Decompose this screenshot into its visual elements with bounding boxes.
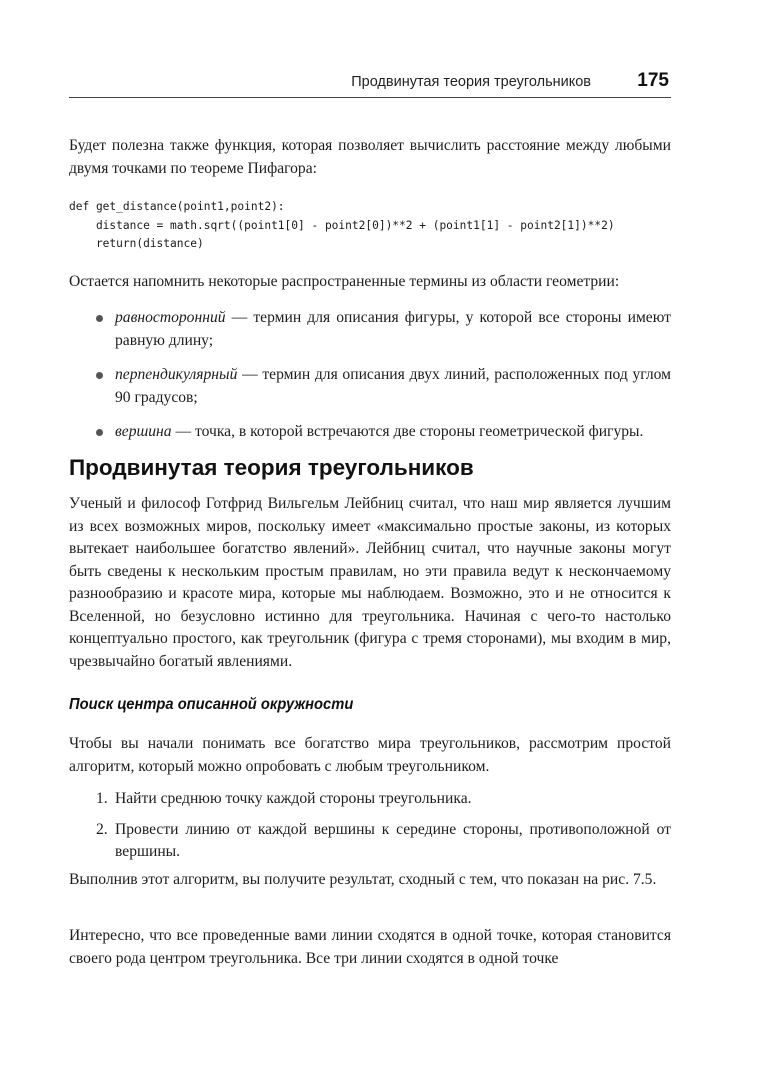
list-item	[69, 307, 671, 352]
terms-list	[69, 307, 671, 456]
section-paragraph: Ученый и философ Готфрид Вильгельм Лейбниц считал, что наш мир является лучшим из всех возможных миров, поскольку имеет «максимально простые законы, из которых вытекает наибольшее богатство явлений». Лейбниц считал, что научные законы могут быть сведены к нескольким простым правилам, но эти правила ведут к нескончаемому разнообразию и красоте мира, которые мы наблюдаем. Возможно, это и не относится к Вселенной, но безусловно истинно для треугольника. Начиная с чего-то настолько концептуально простого, как треугольник (фигура с тремя сторонами), мы входим в мир, чрезвычайно богатый явлениями.	[69, 495, 671, 670]
section-heading: Продвинутая теория треугольников	[69, 455, 474, 480]
term-definition: — термин для описания двух линий, расположенных под углом 90 градусов;	[115, 366, 671, 406]
steps-list	[69, 788, 671, 872]
header-divider	[69, 97, 671, 98]
code-line: def get_distance(point1,point2):	[69, 200, 285, 213]
term: вершина	[115, 423, 172, 440]
step-number: 2.	[96, 820, 108, 838]
list-item	[69, 421, 671, 444]
step-text: Найти среднюю точку каждой стороны треугольника.	[115, 790, 472, 807]
list-item	[69, 364, 671, 409]
list-item	[69, 819, 671, 864]
term-definition: — термин для описания фигуры, у которой все стороны имеют равную длину;	[115, 309, 671, 349]
step-text: Провести линию от каждой вершины к середине стороны, противоположной от вершины.	[115, 820, 671, 860]
subsection-heading: Поиск центра описанной окружности	[69, 696, 354, 713]
running-header	[69, 70, 671, 98]
bullet-icon	[96, 315, 103, 322]
term: перпендикулярный	[115, 366, 238, 383]
intro-paragraph: Будет полезна также функция, которая позволяет вычислить расстояние между любыми двумя точками по теореме Пифагора:	[69, 137, 671, 177]
subsection-paragraph: Чтобы вы начали понимать все богатство мира треугольников, рассмотрим простой алгоритм, который можно опробовать с любым треугольником.	[69, 735, 671, 775]
code-block	[69, 198, 679, 254]
term-definition: — точка, в которой встречаются две стороны геометрической фигуры.	[171, 423, 644, 440]
step-number: 1.	[96, 790, 108, 807]
bullet-icon	[96, 429, 103, 436]
term: равносторонний	[115, 309, 226, 326]
terms-intro-paragraph: Остается напомнить некоторые распространенные термины из области геометрии:	[69, 273, 620, 290]
list-item	[69, 788, 671, 811]
code-line: distance = math.sqrt((point1[0] - point2[0])**2 + (point1[1] - point2[1])**2)	[69, 218, 615, 232]
code-line: return(distance)	[69, 237, 204, 250]
result-paragraph: Выполнив этот алгоритм, вы получите результат, сходный с тем, что показан на рис. 7.5.	[69, 871, 657, 888]
bullet-icon	[96, 372, 103, 379]
running-header-title: Продвинутая теория треугольников	[351, 74, 591, 90]
final-paragraph: Интересно, что все проведенные вами линии сходятся в одной точке, которая становится своего рода центром треугольника. Все три линии сходятся в одной точке	[69, 927, 671, 967]
page-number: 175	[637, 70, 669, 91]
